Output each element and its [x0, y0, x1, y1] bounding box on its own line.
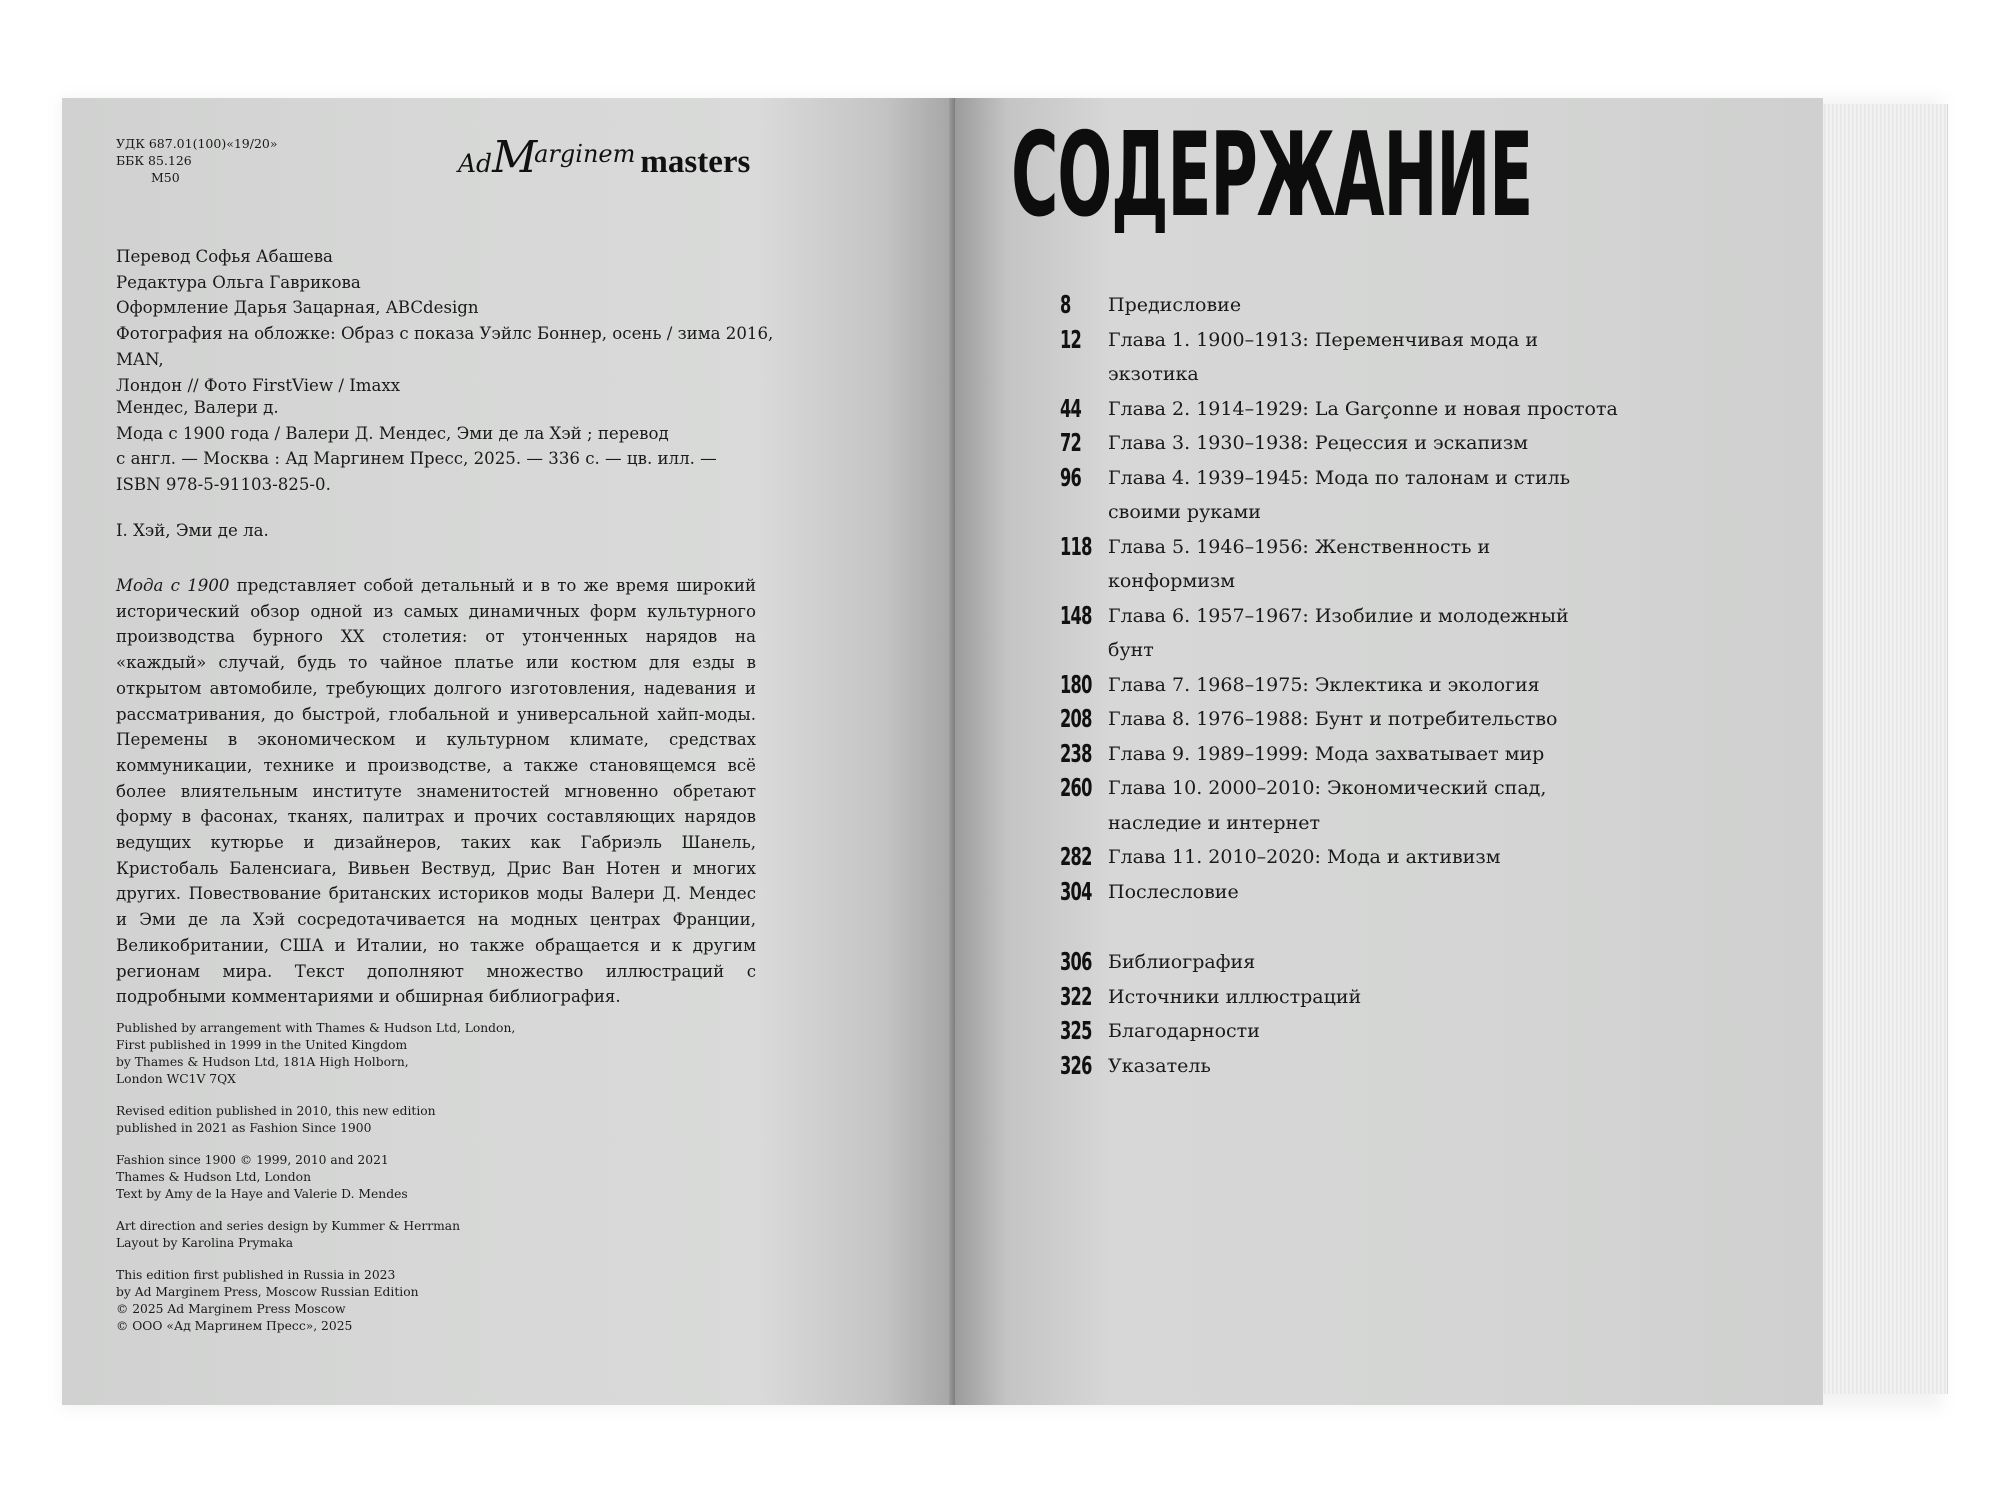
biblio-line: Мендес, Валери д.	[116, 398, 279, 417]
right-page	[955, 98, 1823, 1405]
imprint-paragraph	[116, 1020, 616, 1088]
toc-page-number: 12	[1060, 324, 1082, 354]
credit-cover-photo-cont: Лондон // Фото FirstView / Imaxx	[116, 375, 401, 395]
imprint-paragraph	[116, 1103, 616, 1137]
publisher-logo	[458, 132, 750, 183]
toc-entry[interactable]	[1060, 1049, 1620, 1084]
toc-page-number: 118	[1060, 531, 1092, 561]
toc-entry[interactable]	[1060, 392, 1620, 427]
toc-page-number: 306	[1060, 947, 1092, 976]
imprint-block	[116, 1020, 616, 1350]
imprint-line: published in 2021 as Fashion Since 1900	[116, 1121, 372, 1135]
toc-entry-title: Глава 8. 1976–1988: Бунт и потребительство	[1108, 708, 1558, 730]
imprint-line: by Ad Marginem Press, Moscow Russian Edition	[116, 1285, 419, 1299]
toc-entry[interactable]	[1060, 840, 1620, 875]
index-entry: I. Хэй, Эми де ла.	[116, 521, 269, 540]
toc-entry[interactable]	[1060, 599, 1620, 668]
credit-cover-photo: Фотография на обложке: Образ с показа Уэйлс Боннер, осень / зима 2016, MAN,	[116, 324, 774, 369]
toc-entry-title: Благодарности	[1108, 1020, 1260, 1042]
toc-entry-title: Глава 11. 2010–2020: Мода и активизм	[1108, 846, 1501, 868]
toc-page-number: 322	[1060, 981, 1092, 1011]
imprint-line: London WC1V 7QX	[116, 1072, 236, 1086]
toc-entry[interactable]	[1060, 771, 1620, 840]
toc-spacer	[1060, 909, 1620, 945]
imprint-line: Layout by Karolina Prymaka	[116, 1236, 294, 1250]
description-title: Мода с 1900	[116, 576, 230, 595]
biblio-line: Мода с 1900 года / Валери Д. Мендес, Эми де ла Хэй ; перевод	[116, 423, 669, 443]
toc-entry-title: Послесловие	[1108, 880, 1239, 903]
toc-page-number: 260	[1060, 773, 1092, 802]
toc-entry-title: Глава 1. 1900–1913: Переменчивая мода и экзотика	[1108, 328, 1538, 385]
toc-entry-title: Предисловие	[1108, 294, 1242, 316]
imprint-paragraph	[116, 1218, 616, 1252]
imprint-line: © ООО «Ад Маргинем Пресс», 2025	[116, 1319, 353, 1333]
udk-block	[116, 135, 278, 186]
toc-page-number: 304	[1060, 876, 1092, 906]
toc-entry-title: Библиография	[1108, 951, 1256, 973]
table-of-contents	[1060, 288, 1620, 1083]
logo-arginem: arginem	[534, 140, 636, 168]
toc-entry-title: Глава 5. 1946–1956: Женственность и конформизм	[1108, 535, 1491, 592]
toc-entry-title: Указатель	[1108, 1054, 1211, 1077]
toc-entry-title: Глава 9. 1989–1999: Мода захватывает мир	[1108, 742, 1545, 765]
toc-page-number: 208	[1060, 704, 1092, 733]
logo-ad: Ad	[458, 149, 493, 178]
toc-page-number: 238	[1060, 738, 1092, 768]
left-page	[62, 98, 955, 1405]
biblio-line: ISBN 978-5-91103-825-0.	[116, 475, 331, 495]
toc-entry-title: Глава 4. 1939–1945: Мода по талонам и стиль своими руками	[1108, 466, 1571, 523]
bibliographic-record	[116, 395, 816, 498]
toc-entry[interactable]	[1060, 737, 1620, 772]
imprint-paragraph	[116, 1267, 616, 1335]
toc-entry-title: Источники иллюстраций	[1108, 985, 1362, 1008]
toc-page-number: 326	[1060, 1050, 1092, 1080]
bbk-line: ББК 85.126	[116, 153, 192, 168]
toc-entry[interactable]	[1060, 288, 1620, 323]
credit-editing: Редактура Ольга Гаврикова	[116, 272, 361, 292]
imprint-line: Fashion since 1900 © 1999, 2010 and 2021	[116, 1153, 389, 1167]
imprint-line: Published by arrangement with Thames & Hudson Ltd, London,	[116, 1021, 516, 1035]
toc-entry-title: Глава 6. 1957–1967: Изобилие и молодежный бунт	[1108, 604, 1569, 661]
toc-entry[interactable]	[1060, 1014, 1620, 1049]
credit-translation: Перевод Софья Абашева	[116, 247, 333, 266]
page-edges	[1823, 104, 1948, 1394]
book-description	[116, 573, 756, 1010]
toc-page-number: 44	[1060, 393, 1082, 423]
toc-page-number: 282	[1060, 842, 1092, 871]
toc-entry[interactable]	[1060, 702, 1620, 737]
toc-entry-title: Глава 3. 1930–1938: Рецессия и эскапизм	[1108, 432, 1528, 454]
credit-design: Оформление Дарья Зацарная, ABCdesign	[116, 298, 479, 318]
toc-entry[interactable]	[1060, 668, 1620, 703]
toc-page-number: 8	[1060, 290, 1071, 319]
toc-entry[interactable]	[1060, 461, 1620, 530]
toc-page-number: 325	[1060, 1016, 1092, 1045]
toc-entry[interactable]	[1060, 945, 1620, 980]
imprint-line: Revised edition published in 2010, this new edition	[116, 1104, 436, 1118]
toc-page-number: 72	[1060, 428, 1082, 457]
toc-entry[interactable]	[1060, 980, 1620, 1015]
toc-entry[interactable]	[1060, 426, 1620, 461]
imprint-line: © 2025 Ad Marginem Press Moscow	[116, 1302, 346, 1316]
toc-entry[interactable]	[1060, 323, 1620, 392]
imprint-line: This edition first published in Russia in 2023	[116, 1268, 396, 1282]
toc-entry[interactable]	[1060, 875, 1620, 910]
imprint-line: by Thames & Hudson Ltd, 181A High Holborn,	[116, 1055, 409, 1069]
imprint-line: Art direction and series design by Kummer & Herrman	[116, 1219, 461, 1233]
author-mark: М50	[151, 170, 180, 185]
imprint-line: First published in 1999 in the United Kingdom	[116, 1038, 408, 1052]
toc-entry-title: Глава 2. 1914–1929: La Garçonne и новая простота	[1108, 397, 1618, 420]
logo-m: M	[492, 132, 538, 183]
toc-entry-title: Глава 7. 1968–1975: Эклектика и экология	[1108, 673, 1540, 696]
imprint-paragraph	[116, 1152, 616, 1203]
contents-title: СОДЕРЖАНИЕ	[1011, 108, 1533, 243]
biblio-line: с англ. — Москва : Ад Маргинем Пресс, 2025. — 336 с. — цв. илл. —	[116, 449, 717, 469]
toc-entry-title: Глава 10. 2000–2010: Экономический спад, наследие и интернет	[1108, 777, 1547, 834]
description-text: представляет собой детальный и в то же время широкий исторический обзор одной из самых динамичных форм культурного производства бурного XX столетия: от утонченных нарядов на «каждый» случай, будь то чайное платье или костюм для езды в открытом автомобиле, требующих долгого изготовления, надевания и рассматривания, до быстрой, глобальной и универсальной хайп-моды. Перемены в экономическом и культурном климате, средствах коммуникации, технике и производстве, а также становящемся всё более влиятельным институте знаменитостей мгновенно обретают форму в фасонах, тканях, палитрах и прочих составляющих нарядов ведущих кутюрье и дизайнеров, таких как Габриэль Шанель, Кристобаль Баленсиага, Вивьен Вествуд, Дрис Ван Нотен и многих других. Повествование британских историков моды Валери Д. Мендес и Эми де ла Хэй сосредотачивается на модных центрах Франции, Великобритании, США и Италии, но также обращается и к другим регионам мира. Текст дополняют множество иллюстраций с подробными комментариями и обширная библиография.	[116, 576, 757, 1007]
imprint-line: Thames & Hudson Ltd, London	[116, 1170, 312, 1184]
logo-masters: masters	[640, 144, 751, 180]
credits-block	[116, 244, 816, 398]
toc-page-number: 148	[1060, 600, 1092, 630]
toc-page-number: 96	[1060, 462, 1082, 492]
toc-page-number: 180	[1060, 669, 1092, 699]
udk-line: УДК 687.01(100)«19/20»	[116, 136, 278, 151]
toc-entry[interactable]	[1060, 530, 1620, 599]
imprint-line: Text by Amy de la Haye and Valerie D. Mendes	[116, 1187, 408, 1201]
